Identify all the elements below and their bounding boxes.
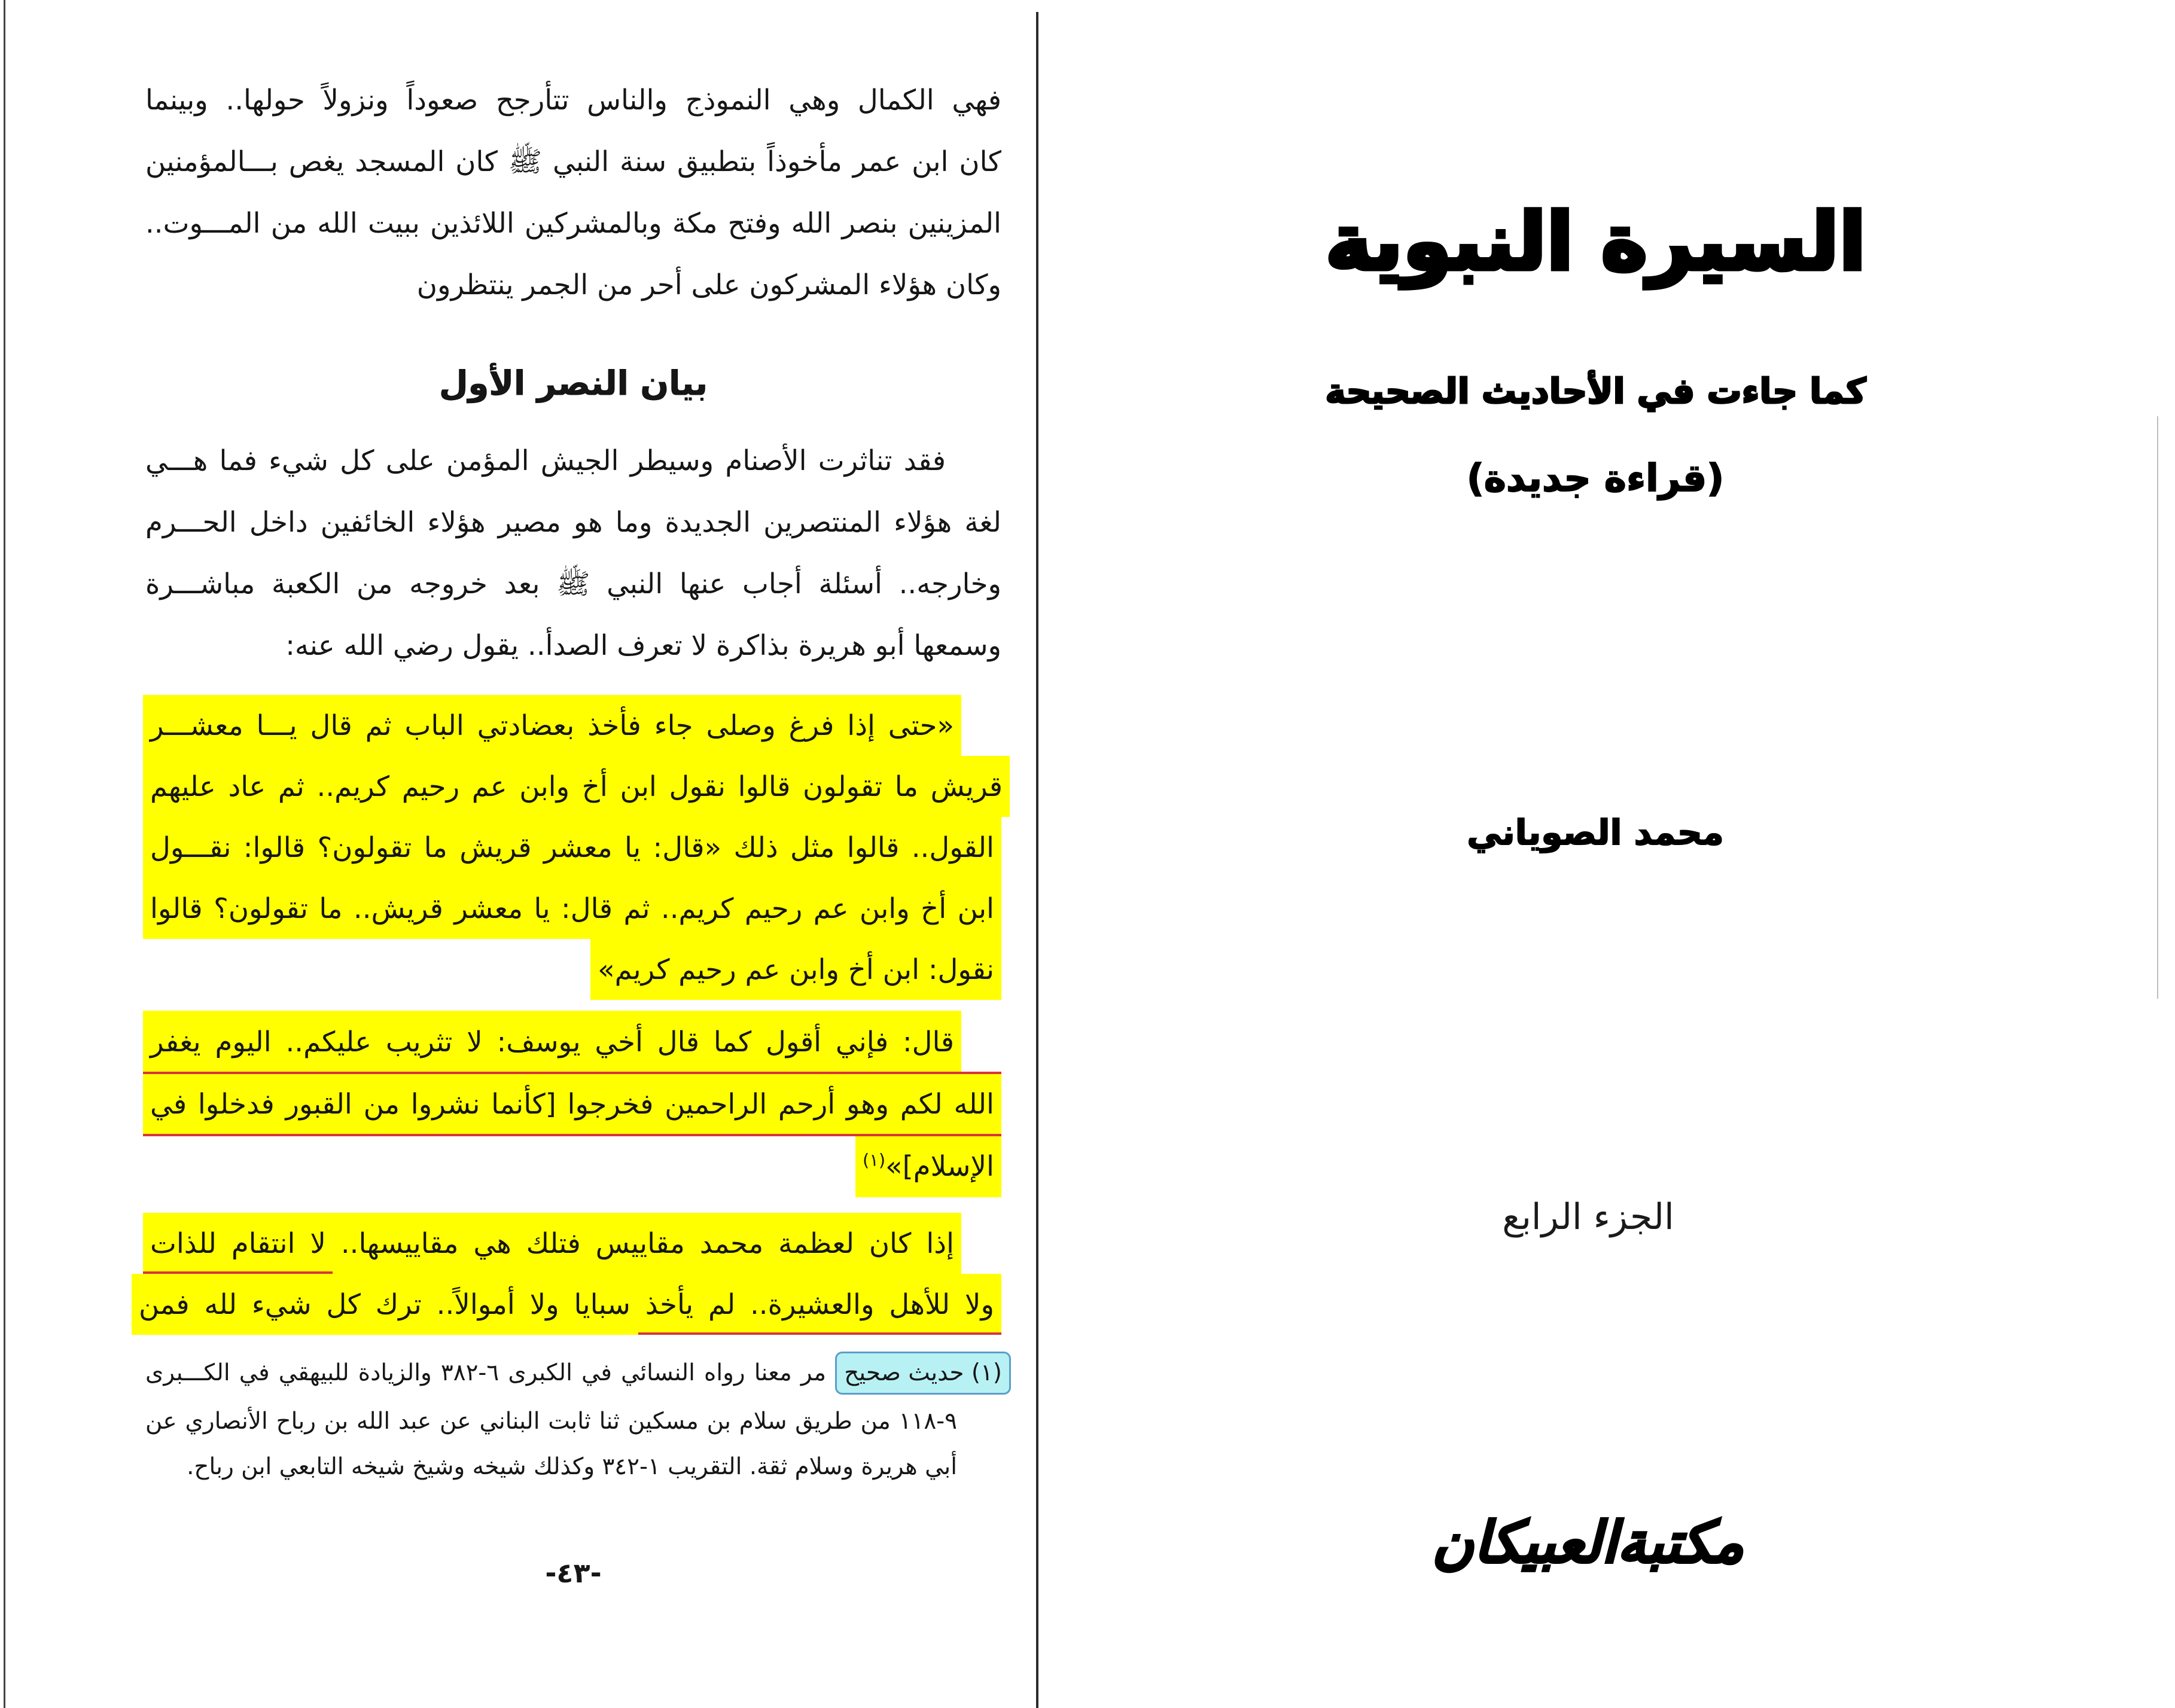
highlighted-quote-text: نقول: ابن أخ وابن عم رحيم كريم» bbox=[590, 939, 1001, 1000]
body-text-line: المزينين بنصر الله وفتح مكة وبالمشركين اللائذين ببيت الله من المـــوت.. bbox=[145, 207, 1001, 239]
book-tagline: (قراءة جديدة) bbox=[1467, 456, 1724, 500]
body-text-line: وسمعها أبو هريرة بذاكرة لا تعرف الصدأ.. يقول رضي الله عنه: bbox=[285, 629, 1001, 661]
highlighted-quote-line bbox=[143, 939, 1001, 1000]
highlighted-text-line: ولا للأهل والعشيرة.. لم يأخذ سبايا ولا أموالاً.. ترك كل شيء لله فمن bbox=[132, 1274, 1001, 1335]
highlighted-quote-line bbox=[143, 1135, 1001, 1197]
body-text-line: فقد تناثرت الأصنام وسيطر الجيش المؤمن على كل شيء فما هـــي bbox=[145, 444, 946, 477]
footnote-marker-highlight: (١) حديث صحيح bbox=[835, 1352, 1011, 1395]
highlighted-quote-text bbox=[855, 1135, 1001, 1197]
left-page bbox=[0, 0, 1037, 1708]
highlighted-text-line: إذا كان لعظمة محمد مقاييس فتلك هي مقاييسها.. لا انتقام للذات bbox=[143, 1213, 961, 1274]
author-name: محمد الصوياني bbox=[1467, 812, 1724, 853]
body-text-line: كان ابن عمر مأخوذاً بتطبيق سنة النبي ﷺ كان المسجد يغص بـــالمؤمنين bbox=[145, 145, 1001, 178]
footnote-line: أبي هريرة وسلام ثقة. التقريب ١-٣٤٢ وكذلك شيخه وشيخ شيخه التابعي ابن رباح. bbox=[187, 1453, 957, 1480]
right-page-cover bbox=[1040, 0, 2175, 1708]
highlighted-quote-line: «حتى إذا فرغ وصلى جاء فأخذ بعضادتي الباب ثم قال يـــا معشـــر bbox=[143, 695, 961, 756]
footnote-line: ٩-١١٨ من طريق سلام بن مسكين ثنا ثابت البناني عن عبد الله بن رباح الأنصاري عن bbox=[145, 1408, 957, 1435]
highlighted-quote-line: قريش ما تقولون قالوا نقول ابن أخ وابن عم رحيم كريم.. ثم عاد عليهم bbox=[143, 756, 1010, 817]
body-text-line: وخارجه.. أسئلة أجاب عنها النبي ﷺ بعد خروجه من الكعبة مباشـــرة bbox=[145, 568, 1001, 600]
body-text-line: وكان هؤلاء المشركون على أحر من الجمر ينتظرون bbox=[416, 269, 1001, 301]
body-text-line: فهي الكمال وهي النموذج والناس تتأرجح صعوداً ونزولاً حولها.. وبينما bbox=[145, 84, 1001, 116]
red-underline bbox=[638, 1332, 1001, 1335]
gutter-divider bbox=[1036, 12, 1038, 1708]
footnote-text: مر معنا رواه النسائي في الكبرى ٦-٣٨٢ والزيادة للبيهقي في الكـــبرى bbox=[145, 1359, 827, 1386]
highlighted-quote-line: القول.. قالوا مثل ذلك «قال: يا معشر قريش ما تقولون؟ قالوا: نقـــول bbox=[143, 817, 1001, 878]
red-underline bbox=[143, 1134, 1001, 1136]
footnote-reference: (١) bbox=[863, 1149, 886, 1170]
page-number: -٤٣- bbox=[545, 1557, 602, 1589]
highlighted-quote-line: قال: فإني أقول كما قال أخي يوسف: لا تثريب عليكم.. اليوم يغفر bbox=[143, 1011, 961, 1073]
publisher-logo: مكتبةالعبيكان bbox=[1431, 1510, 1744, 1576]
highlighted-quote-line: الله لكم وهو أرحم الراحمين فخرجوا [كأنما نشروا من القبور فدخلوا في bbox=[143, 1073, 1001, 1135]
quote-last-words: الإسلام]» bbox=[885, 1150, 994, 1182]
book-title: السيرة النبوية bbox=[1325, 196, 1866, 288]
left-page-border bbox=[4, 0, 5, 1708]
red-underline bbox=[143, 1271, 333, 1274]
red-underline bbox=[143, 1072, 1001, 1074]
volume-label: الجزء الرابع bbox=[1502, 1196, 1674, 1238]
section-heading: بيان النصر الأول bbox=[438, 364, 708, 403]
book-subtitle: كما جاءت في الأحاديث الصحيحة bbox=[1325, 371, 1866, 411]
highlighted-quote-line: ابن أخ وابن عم رحيم كريم.. ثم قال: يا معشر قريش.. ما تقولون؟ قالوا bbox=[143, 878, 1001, 939]
footnote-line bbox=[145, 1350, 1011, 1396]
body-text-line: لغة هؤلاء المنتصرين الجديدة وما هو مصير هؤلاء الخائفين داخل الحـــرم bbox=[145, 506, 1001, 538]
right-edge-line bbox=[2157, 416, 2158, 999]
